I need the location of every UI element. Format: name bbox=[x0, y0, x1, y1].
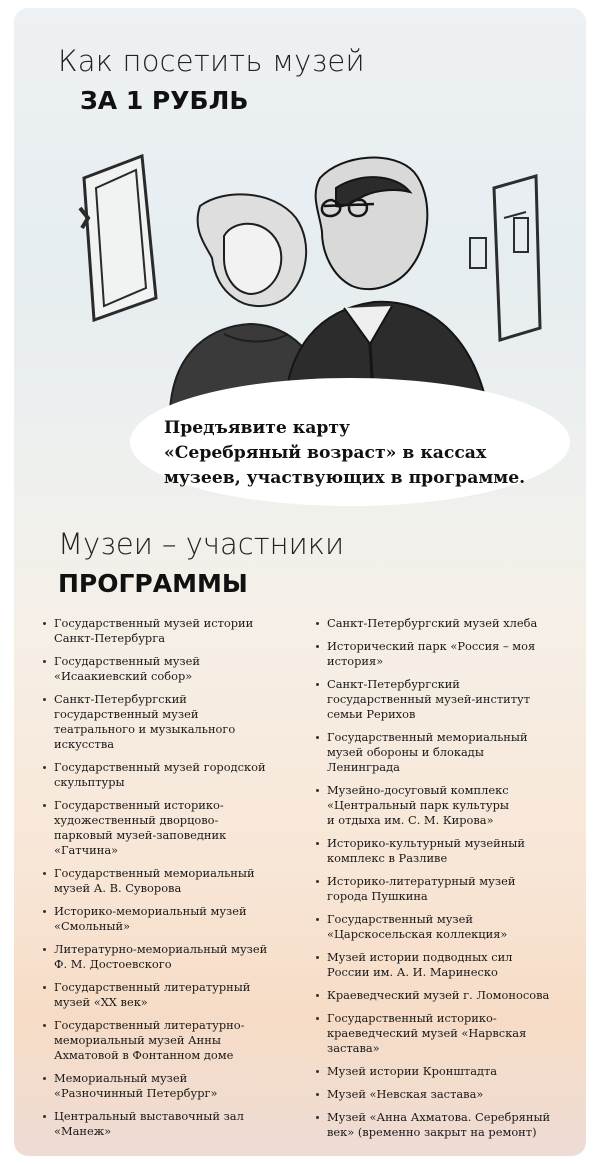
museum-name-line: краеведческий музей «Нарвская bbox=[327, 1026, 527, 1040]
callout-line: «Серебряный возраст» в кассах bbox=[164, 443, 487, 463]
museum-name-line: Государственный мемориальный bbox=[327, 730, 528, 744]
museum-name-line: Музей «Невская застава» bbox=[327, 1087, 484, 1101]
museum-name-line: «Царскосельская коллекция» bbox=[327, 927, 508, 941]
museum-name-line: век» (временно закрыт на ремонт) bbox=[327, 1125, 537, 1139]
museum-list-item bbox=[40, 616, 312, 646]
museum-name-line: Литературно-мемориальный музей bbox=[54, 942, 268, 956]
museum-list-item bbox=[313, 912, 585, 942]
museum-name-line: Государственный историко- bbox=[327, 1011, 497, 1025]
museum-name-line: музей обороны и блокады bbox=[327, 745, 484, 759]
museum-list-item bbox=[313, 950, 585, 980]
museum-name-line: Государственный музей городской bbox=[54, 760, 266, 774]
callout-text bbox=[164, 416, 584, 491]
museum-name-line: государственный музей-институт bbox=[327, 692, 531, 706]
section-title-accent: ПРОГРАММЫ bbox=[58, 569, 248, 598]
museum-name-line: Санкт-Петербургский bbox=[54, 692, 187, 706]
museum-name-line: история» bbox=[327, 654, 384, 668]
museum-name-line: Государственный музей bbox=[54, 654, 200, 668]
museum-name-line: «Гатчина» bbox=[54, 843, 119, 857]
museum-name-line: скульптуры bbox=[54, 775, 125, 789]
museum-name-line: парковый музей-заповедник bbox=[54, 828, 227, 842]
museum-name-line: Ленинграда bbox=[327, 760, 400, 774]
museum-name-line: Центральный выставочный зал bbox=[54, 1109, 244, 1123]
museum-list-item bbox=[313, 639, 585, 669]
museum-name-line: «Разночинный Петербург» bbox=[54, 1086, 218, 1100]
museum-name-line: «Центральный парк культуры bbox=[327, 798, 509, 812]
section-title: Музеи – участники bbox=[58, 527, 345, 561]
museum-list-item bbox=[313, 1110, 585, 1140]
museum-name-line: «Манеж» bbox=[54, 1124, 112, 1138]
museum-name-line: Ахматовой в Фонтанном доме bbox=[54, 1048, 234, 1062]
callout-line: музеев, участвующих в программе. bbox=[164, 468, 526, 488]
museum-name-line: художественный дворцово- bbox=[54, 813, 219, 827]
museum-name-line: «Смольный» bbox=[54, 919, 131, 933]
museum-list-item bbox=[40, 692, 312, 752]
museum-list-item bbox=[40, 798, 312, 858]
museum-name-line: Музей «Анна Ахматова. Серебряный bbox=[327, 1110, 551, 1124]
museum-list-item bbox=[313, 988, 585, 1003]
museum-name-line: Музейно-досуговый комплекс bbox=[327, 783, 509, 797]
museum-name-line: искусства bbox=[54, 737, 115, 751]
museum-name-line: Мемориальный музей bbox=[54, 1071, 188, 1085]
museum-list-item bbox=[313, 730, 585, 775]
museum-name-line: «Исаакиевский собор» bbox=[54, 669, 193, 683]
page-title: Как посетить музей bbox=[58, 44, 365, 78]
museum-list-item bbox=[40, 942, 312, 972]
museum-name-line: Историко-литературный музей bbox=[327, 874, 516, 888]
museum-name-line: города Пушкина bbox=[327, 889, 428, 903]
museum-list-item bbox=[313, 836, 585, 866]
museum-list-item bbox=[313, 616, 585, 631]
museum-name-line: и отдыха им. С. М. Кирова» bbox=[327, 813, 494, 827]
museum-name-line: Краеведческий музей г. Ломоносова bbox=[327, 988, 550, 1002]
museum-name-line: Государственный литературный bbox=[54, 980, 251, 994]
museum-list-item bbox=[313, 874, 585, 904]
museum-list-item bbox=[40, 1109, 312, 1139]
museum-name-line: семьи Рерихов bbox=[327, 707, 416, 721]
museum-name-line: Государственный историко- bbox=[54, 798, 224, 812]
museum-list-left bbox=[40, 616, 312, 1147]
museum-name-line: Санкт-Петербурга bbox=[54, 631, 165, 645]
museum-list-item bbox=[313, 1064, 585, 1079]
museum-name-line: России им. А. И. Маринеско bbox=[327, 965, 498, 979]
elderly-couple-museum-sketch-icon bbox=[74, 148, 544, 410]
museum-name-line: театрального и музыкального bbox=[54, 722, 236, 736]
museum-list-item bbox=[40, 1018, 312, 1063]
museum-name-line: Санкт-Петербургский музей хлеба bbox=[327, 616, 538, 630]
museum-list-item bbox=[40, 654, 312, 684]
museum-list-item bbox=[313, 783, 585, 828]
museum-name-line: комплекс в Разливе bbox=[327, 851, 448, 865]
museum-list-item bbox=[313, 1087, 585, 1102]
museum-name-line: Историко-культурный музейный bbox=[327, 836, 525, 850]
museum-list-item bbox=[40, 866, 312, 896]
museum-list-item bbox=[40, 980, 312, 1010]
museum-name-line: мемориальный музей Анны bbox=[54, 1033, 221, 1047]
museum-name-line: застава» bbox=[327, 1041, 380, 1055]
museum-name-line: Исторический парк «Россия – моя bbox=[327, 639, 536, 653]
museum-name-line: Государственный музей истории bbox=[54, 616, 254, 630]
museum-name-line: Историко-мемориальный музей bbox=[54, 904, 247, 918]
museum-name-line: государственный музей bbox=[54, 707, 199, 721]
museum-name-line: Государственный мемориальный bbox=[54, 866, 255, 880]
museum-list-item bbox=[40, 1071, 312, 1101]
museum-name-line: музей «XX век» bbox=[54, 995, 148, 1009]
museum-list-item bbox=[40, 760, 312, 790]
museum-name-line: Музей истории подводных сил bbox=[327, 950, 513, 964]
museum-name-line: Санкт-Петербургский bbox=[327, 677, 460, 691]
museum-list-right bbox=[313, 616, 585, 1148]
museum-name-line: Государственный литературно- bbox=[54, 1018, 245, 1032]
callout-line: Предъявите карту bbox=[164, 418, 350, 438]
museum-name-line: музей А. В. Суворова bbox=[54, 881, 182, 895]
museum-name-line: Государственный музей bbox=[327, 912, 473, 926]
museum-list-item bbox=[313, 1011, 585, 1056]
museum-list-item bbox=[313, 677, 585, 722]
museum-list-item bbox=[40, 904, 312, 934]
page-title-accent: ЗА 1 РУБЛЬ bbox=[80, 86, 249, 115]
museum-name-line: Музей истории Кронштадта bbox=[327, 1064, 498, 1078]
museum-name-line: Ф. М. Достоевского bbox=[54, 957, 172, 971]
